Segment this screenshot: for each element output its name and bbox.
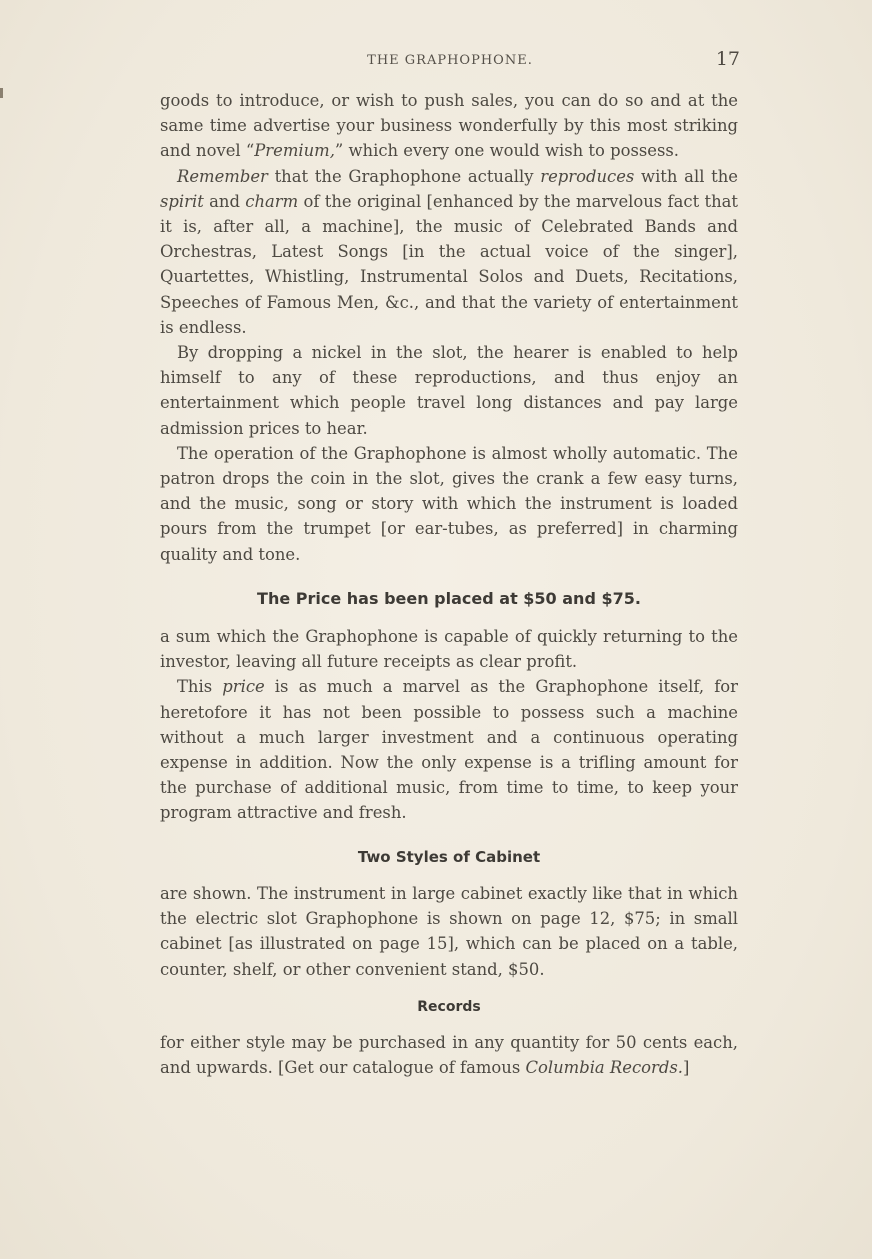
paragraph-operation: The operation of the Graphophone is almost wholly automatic. The patron drops the coin in the slot, gives the crank a few easy turns, and the music, song or story with which the instrument is loaded pours from the trumpet [or ear-tubes, as preferred] in charming quality and tone. (160, 443, 738, 564)
paragraph-records: for either style may be purchased in any quantity for 50 cents each, and upwards. [Get our catalogue of famous Columbia Records.] (160, 1032, 738, 1078)
paragraph-remember: Remember that the Graphophone actually reproduces with all the spirit and charm of the original [enhanced by the marvelous fact that it is, after all, a machine], the music of Celebrated Bands and Orchestras, Latest Songs [in the actual voice of the singer], Quartettes, Whistling, Instrumental Solos and Duets, Recitations, Speeches of Famous Men, &c., and that the variety of entertainment is endless. (160, 166, 738, 337)
paragraph-cabinet: are shown. The instrument in large cabinet exactly like that in which the electric slot Graphophone is shown on page 12, $75; in small cabinet [as illustrated on page 15], which can be placed on a table, counter, shelf, or other convenient stand, $50. (160, 883, 738, 979)
paragraph-price-marvel: This price is as much a marvel as the Graphophone itself, for heretofore it has not been possible to possess such a machine without a much larger investment and a continuous operating expense in addition. Now the only expense is a trifling amount for the purchase of additional music, from time to time, to keep your program attractive and fresh. (160, 677, 738, 823)
page-edge-mark (0, 88, 3, 98)
emphasis-charm: charm (245, 191, 299, 211)
running-title: THE GRAPHOPHONE. (367, 53, 533, 68)
paragraph-nickel: By dropping a nickel in the slot, the hearer is enabled to help himself to any of these reproductions, and thus enjoy an entertainment which people travel long distances and pay large admission prices to hear. (160, 343, 738, 438)
paragraph-sum: a sum which the Graphophone is capable of quickly returning to the investor, leaving all future receipts as clear profit. (160, 627, 738, 672)
running-head (160, 50, 740, 74)
emphasis-remember: Remember (177, 166, 268, 186)
emphasis-price: price (222, 677, 265, 697)
paragraph-continuation: goods to introduce, or wish to push sales, you can do so and at the same time advertise your business wonderfully by this most striking and novel “Premium,” which every one would wish to possess. (160, 91, 738, 161)
heading-price: The Price has been placed at $50 and $75. (257, 588, 641, 608)
emphasis-spirit: spirit (160, 191, 204, 211)
heading-cabinet: Two Styles of Cabinet (357, 847, 541, 866)
emphasis-premium: Premium, (254, 141, 335, 161)
emphasis-columbia-records: Columbia Records. (525, 1058, 683, 1078)
emphasis-reproduces: reproduces (540, 166, 635, 186)
page-number: 17 (715, 48, 740, 70)
body-text (160, 88, 738, 1080)
heading-records: Records (417, 998, 481, 1015)
